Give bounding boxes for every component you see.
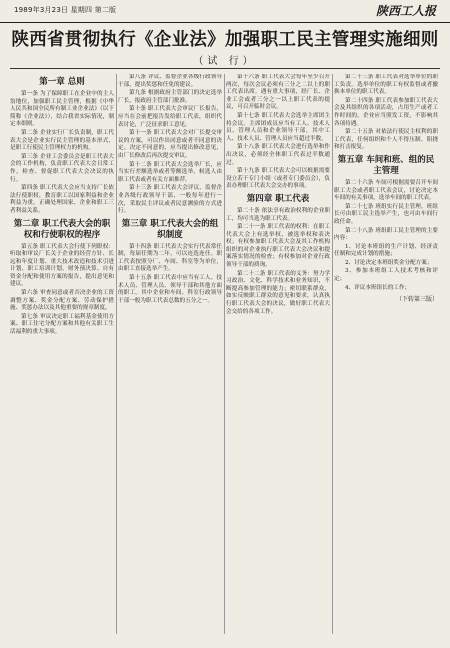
- article-paragraph: 第七条 审议决定职工福利基金使用方案、职工住宅分配方案和其他有关职工生活福利的重大事项。: [10, 313, 114, 336]
- article-paragraph: 第十六条 职工代表大会每年至少召开两次，每次会议必须有三分之二以上的职工代表出席。遇有重大事项，经厂长、企业工会或者三分之一以上职工代表的提议，可召开临时会议。: [226, 74, 330, 111]
- article-headline: 陕西省贯彻执行《企业法》加强职工民主管理实施细则: [11, 30, 439, 50]
- article-column-2: [118, 74, 222, 634]
- chapter-heading: 第四章 职工代表: [246, 193, 310, 204]
- article-paragraph: 3、参加本班组工人技术考核和评定；: [334, 268, 438, 283]
- chapter-heading: 第一章 总则: [39, 77, 85, 87]
- article-column-4: [334, 74, 438, 634]
- article-column-3: [226, 74, 330, 634]
- article-paragraph: 第四条 职工代表大会应当支持厂长依法行使职权，教育职工以国家利益和企业利益为重，正确处理国家、企业和职工三者利益关系。: [10, 185, 114, 214]
- article-paragraph: 第二十四条 职工代表参加职工代表大会及其组织的各项活动，占用生产或者工作时间的，企业应当照发工资，不影响其各项待遇。: [334, 97, 438, 127]
- article-paragraph: 第六条 审查同意或者否决企业的工资调整方案、奖金分配方案、劳动保护措施、奖惩办法以及其他重要的规章制度。: [10, 290, 114, 312]
- article-paragraph: 第十七条 职工代表大会选举主席团主持会议。主席团成员应当有工人、技术人员、管理人员和企业领导干部，其中工人、技术人员、管理人员应当超过半数。: [226, 112, 330, 142]
- article-paragraph: 第十九条 职工代表大会可以根据需要设立若干专门小组（或者专门委员会），负责办理职工代表大会交办的事项。: [226, 168, 330, 190]
- article-paragraph: 第十二条 职工代表大会选举厂长，应当实行差额选举或者等额选举，候选人由职工代表或者有关方面推荐。: [118, 161, 222, 183]
- article-paragraph: 第一条 为了保障职工在企业中的主人翁地位，加强职工民主管理，根据《中华人民共和国全民所有制工业企业法》（以下简称《企业法》），结合我省实际情况，制定本细则。: [10, 91, 114, 128]
- article-paragraph: 第二十条 依法享有政治权利的企业职工，均可当选为职工代表。: [226, 207, 330, 222]
- chapter-heading: 第二章 职工代表大会的职权和行使职权的程序: [13, 218, 111, 240]
- issue-info: 1989年3月23日 星期四 第二版: [14, 6, 117, 14]
- newspaper-logo: 陕西工人报: [375, 4, 436, 18]
- article-paragraph: 第二十一条 职工代表的权利：在职工代表大会上有选举权、被选举权和表决权；有权参加职工代表大会及其工作机构组织的对企业执行职工代表大会决议和提案落实情况的检查；有权参加对企业行政领导干部的质询。: [226, 224, 330, 269]
- newspaper-masthead: [0, 0, 450, 23]
- article-paragraph: 第三条 企业工会委员会是职工代表大会的工作机构，负责职工代表大会日常工作，检查、督促职工代表大会决议的执行。: [10, 153, 114, 183]
- article-paragraph: 第八条 评议、监督企业各级行政领导干部，提出奖惩和任免的建议。: [118, 74, 222, 88]
- chapter-heading: 第三章 职工代表大会的组织制度: [121, 218, 219, 240]
- column-divider: [224, 74, 225, 634]
- article-paragraph: 1、讨论本班组的生产计划、经济责任制和完成计划的措施；: [334, 243, 438, 258]
- article-paragraph: 4、评议本班组长的工作；: [345, 284, 411, 291]
- article-paragraph: 第二十八条 班组职工民主管理的主要内容：: [334, 227, 438, 242]
- article-paragraph: 第十三条 职工代表大会评议、监督企业各级行政领导干部，一般每年进行一次，采取民主评议或者民意测验的方式进行。: [118, 185, 222, 215]
- article-paragraph: 第九条 根据政府主管部门的决定选举厂长，报政府主管部门批准。: [118, 90, 222, 104]
- article-paragraph: 第二条 企业实行厂长负责制，职工代表大会是企业实行民主管理的基本形式，是职工行使民主管理权力的机构。: [10, 129, 114, 152]
- chapter-heading: 第五章 车间和班、组的民主管理: [337, 154, 435, 176]
- article-paragraph: 第五条 职工代表大会行使下列职权：听取和审议厂长关于企业的经营方针、长远和年度计划、重大技术改造和技术引进计划、职工培训计划、财务预决算、自有资金分配和使用方案的报告，提出意见和建议。: [10, 243, 114, 288]
- continued-note: （下转第三版）: [395, 296, 438, 304]
- article-paragraph: 第二十五条 对依法行使民主权利的职工代表，任何组织和个人不得压制、阻挠和打击报复。: [334, 129, 438, 151]
- article-paragraph: 第十一条 职工代表大会对厂长提交审议的方案，可以作出同意或者不同意的决定。决定不同意的，应当提出修改意见，由厂长修改后再次提交审议。: [118, 130, 222, 159]
- article-subhead: （试 行）: [193, 56, 257, 67]
- article-column-1: [10, 74, 114, 634]
- article-paragraph: 第十八条 职工代表大会进行选举和作出决议，必须经全体职工代表过半数通过。: [226, 144, 330, 166]
- article-paragraph: 第二十六条 车间可根据需要召开车间职工大会或者职工代表会议，讨论决定本车间的有关事项，选举车间的职工代表。: [334, 179, 438, 202]
- article-paragraph: 第二十七条 班组实行民主管理，班组长可由职工民主选举产生，也可由车间行政任命。: [334, 203, 438, 225]
- article-paragraph: 第二十二条 职工代表的义务：努力学习政治、文化、科学技术和业务知识，不断提高参加管理的能力；密切联系群众，如实反映职工群众的意见和要求，认真执行职工代表大会的决议，做好职工代表大会交给的各项工作。: [226, 270, 330, 315]
- article-paragraph: 第二十三条 职工代表对选举单位的职工负责。选举单位的职工有权监督或者撤换本单位的职工代表。: [334, 74, 438, 96]
- article-paragraph: 2、讨论决定本班组奖金分配方案；: [345, 259, 433, 266]
- column-divider: [332, 74, 333, 634]
- article-paragraph: 第十五条 职工代表中应当有工人、技术人员、管理人员、领导干部和其他方面的职工。其中企业和车间、科室行政领导干部一般为职工代表总数的五分之一。: [118, 275, 222, 304]
- column-divider: [116, 74, 117, 634]
- article-paragraph: 第十条 职工代表大会审议厂长报告，应当在会前把报告发给职工代表，组织代表讨论，广泛征求职工意见。: [118, 106, 222, 128]
- article-paragraph: 第十四条 职工代表大会实行代表常任制，每届任期为二年，可以连选连任。职工代表按照分厂、车间、科室等为单位，由职工直接选举产生。: [118, 243, 222, 273]
- header-rule: [10, 68, 440, 69]
